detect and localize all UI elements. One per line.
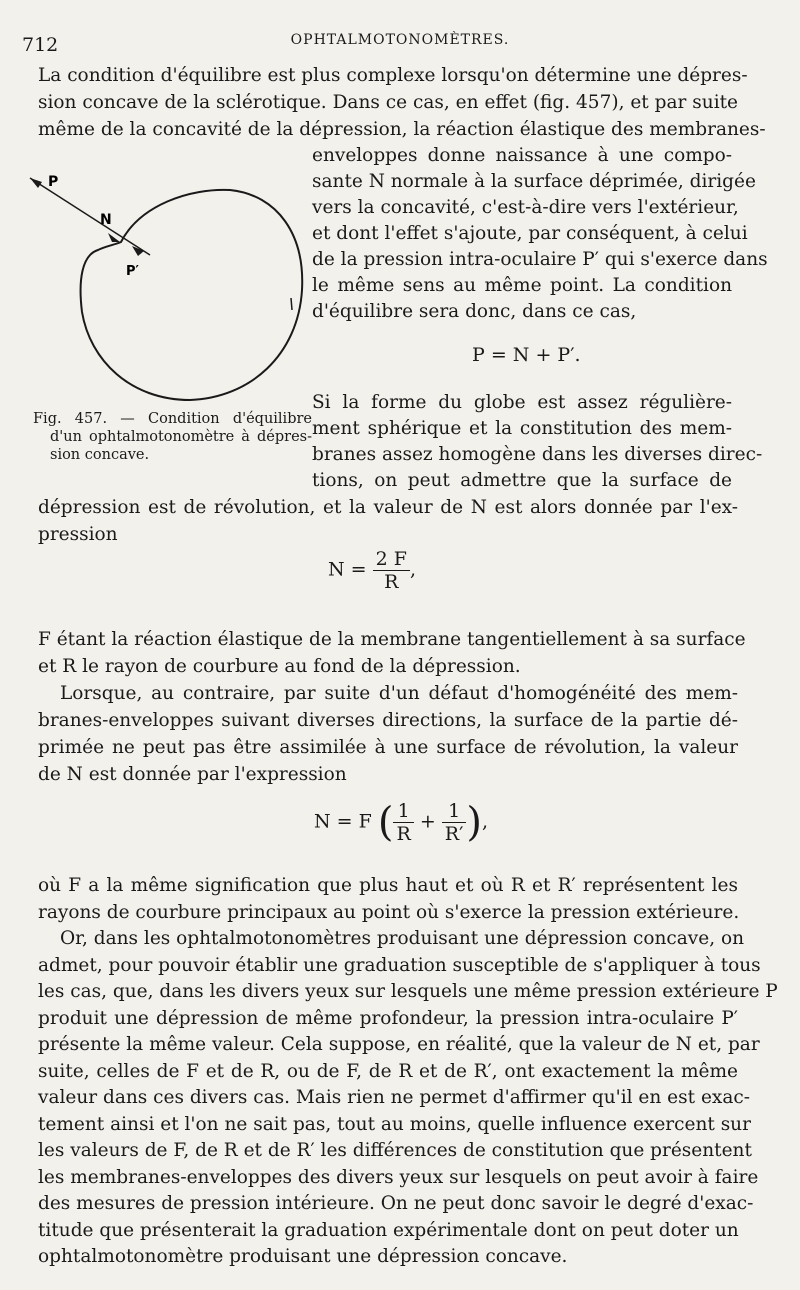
figure-caption bbox=[33, 410, 312, 464]
paragraph-5 bbox=[38, 872, 738, 926]
text-line: et dont l'effet s'ajoute, par conséquent, à celui bbox=[312, 223, 748, 244]
fraction-numerator: 1 bbox=[442, 800, 467, 823]
fraction bbox=[393, 800, 413, 845]
equation-equilibrium: P = N + P′. bbox=[472, 344, 581, 366]
text-line: les valeurs de F, de R et de R′ les différences de constitution que présentent bbox=[38, 1140, 752, 1161]
equation-lhs: N = bbox=[328, 558, 367, 581]
text-line: F étant la réaction élastique de la membrane tangentiellement à sa surface bbox=[38, 629, 746, 650]
fraction bbox=[442, 800, 467, 845]
text-line: de N est donnée par l'expression bbox=[38, 764, 347, 785]
equation-tail: , bbox=[482, 810, 489, 833]
text-line: de la pression intra-oculaire P′ qui s'exerce dans bbox=[312, 249, 768, 270]
fraction bbox=[373, 548, 410, 593]
text-line: sante N normale à la surface déprimée, dirigée bbox=[312, 171, 756, 192]
text-line: Or, dans les ophtalmotonomètres produisant une dépression concave, on bbox=[60, 928, 745, 949]
fraction-numerator: 2 F bbox=[373, 548, 410, 571]
label-n: N bbox=[100, 212, 112, 228]
text-line: présente la même valeur. Cela suppose, en réalité, que la valeur de N et, par bbox=[38, 1034, 760, 1055]
text-line: valeur dans ces divers cas. Mais rien ne permet d'affirmer qu'il en est exac- bbox=[38, 1087, 750, 1108]
text-line: ment sphérique et la constitution des mem- bbox=[312, 418, 732, 439]
paragraph-6 bbox=[38, 926, 778, 1271]
text-line: enveloppes donne naissance à une compo- bbox=[312, 145, 732, 166]
text-line: sion concave de la sclérotique. Dans ce cas, en effet (fig. 457), et par suite bbox=[38, 92, 738, 113]
text-line: même de la concavité de la dépression, la réaction élastique des membranes- bbox=[38, 119, 766, 140]
text-line: des mesures de pression intérieure. On ne peut donc savoir le degré d'exac- bbox=[38, 1193, 754, 1214]
text-line: branes assez homogène dans les diverses direc- bbox=[312, 444, 763, 465]
edge-mark bbox=[291, 298, 292, 310]
paragraph-4 bbox=[38, 680, 738, 788]
text-line: les membranes-enveloppes des divers yeux sur lesquels on peut avoir à faire bbox=[38, 1166, 759, 1188]
fraction-numerator: 1 bbox=[393, 800, 413, 823]
fraction-denominator: R′ bbox=[444, 823, 464, 845]
text-line: branes-enveloppes suivant diverses directions, la surface de la partie dé- bbox=[38, 710, 738, 731]
fraction-denominator: R bbox=[384, 571, 399, 593]
text-line: Si la forme du globe est assez régulière- bbox=[312, 392, 732, 413]
label-p-prime: P′ bbox=[126, 264, 139, 279]
paragraph-2-right-column bbox=[312, 390, 763, 494]
text-line: et R le rayon de courbure au fond de la dépression. bbox=[38, 656, 521, 677]
text-line: titude que présenterait la graduation expérimentale dont on peut doter un bbox=[38, 1219, 739, 1241]
text-line: ophtalmotonomètre produisant une dépression concave. bbox=[38, 1246, 568, 1267]
caption-line: sion concave. bbox=[50, 447, 150, 463]
paragraph-1-right-column bbox=[312, 143, 768, 325]
text-line: dépression est de révolution, et la valeur de N est alors donnée par l'ex- bbox=[38, 497, 738, 518]
caption-line: d'un ophtalmotonomètre à dépres- bbox=[50, 429, 312, 445]
text-line: le même sens au même point. La condition bbox=[312, 275, 732, 296]
eyeball-diagram bbox=[20, 150, 310, 420]
text-line: pression bbox=[38, 524, 118, 545]
plus-sign: + bbox=[419, 810, 436, 833]
equation-lhs: N = F bbox=[314, 810, 372, 833]
label-p: P bbox=[48, 174, 59, 190]
text-line: produit une dépression de même profondeur, la pression intra-oculaire P′ bbox=[38, 1007, 738, 1029]
text-line: les cas, que, dans les divers yeux sur lesquels une même pression extérieure P bbox=[38, 981, 778, 1002]
text-line: suite, celles de F et de R, ou de F, de R et de R′, ont exactement la même bbox=[38, 1060, 738, 1082]
text-line: Lorsque, au contraire, par suite d'un défaut d'homogénéité des mem- bbox=[60, 683, 738, 704]
running-title: OPHTALMOTONOMÈTRES. bbox=[290, 32, 510, 48]
text-line: d'équilibre sera donc, dans ce cas, bbox=[312, 301, 637, 322]
text-line: tions, on peut admettre que la surface de bbox=[312, 470, 732, 491]
equation-tail: , bbox=[409, 558, 416, 581]
paragraph-1 bbox=[38, 62, 766, 143]
globe-outline bbox=[81, 190, 303, 400]
text-line: primée ne peut pas être assimilée à une surface de révolution, la valeur bbox=[38, 737, 738, 758]
text-line: admet, pour pouvoir établir une graduation susceptible de s'appliquer à tous bbox=[38, 954, 761, 976]
figure-457 bbox=[20, 150, 310, 420]
caption-line: Fig. 457. — Condition d'équilibre bbox=[33, 411, 312, 427]
text-line: La condition d'équilibre est plus complexe lorsqu'on détermine une dépres- bbox=[38, 65, 748, 86]
paragraph-3 bbox=[38, 626, 746, 680]
text-line: tement ainsi et l'on ne sait pas, tout au moins, quelle influence exercent sur bbox=[38, 1113, 751, 1135]
fraction-denominator: R bbox=[396, 823, 411, 845]
paragraph-2 bbox=[38, 494, 738, 548]
text-line: vers la concavité, c'est-à-dire vers l'extérieur, bbox=[312, 197, 739, 218]
text-line: rayons de courbure principaux au point où s'exerce la pression extérieure. bbox=[38, 902, 740, 923]
text-line: où F a la même signification que plus haut et où R et R′ représentent les bbox=[38, 875, 738, 896]
page-number: 712 bbox=[22, 34, 59, 56]
equation-n-2f-r bbox=[328, 548, 416, 593]
equation-n-f-sum: N = F ( $\frac{1}{R}$ + $\frac{1}{R'}$ ), bbox=[314, 799, 489, 846]
arrowhead-p bbox=[30, 178, 42, 188]
